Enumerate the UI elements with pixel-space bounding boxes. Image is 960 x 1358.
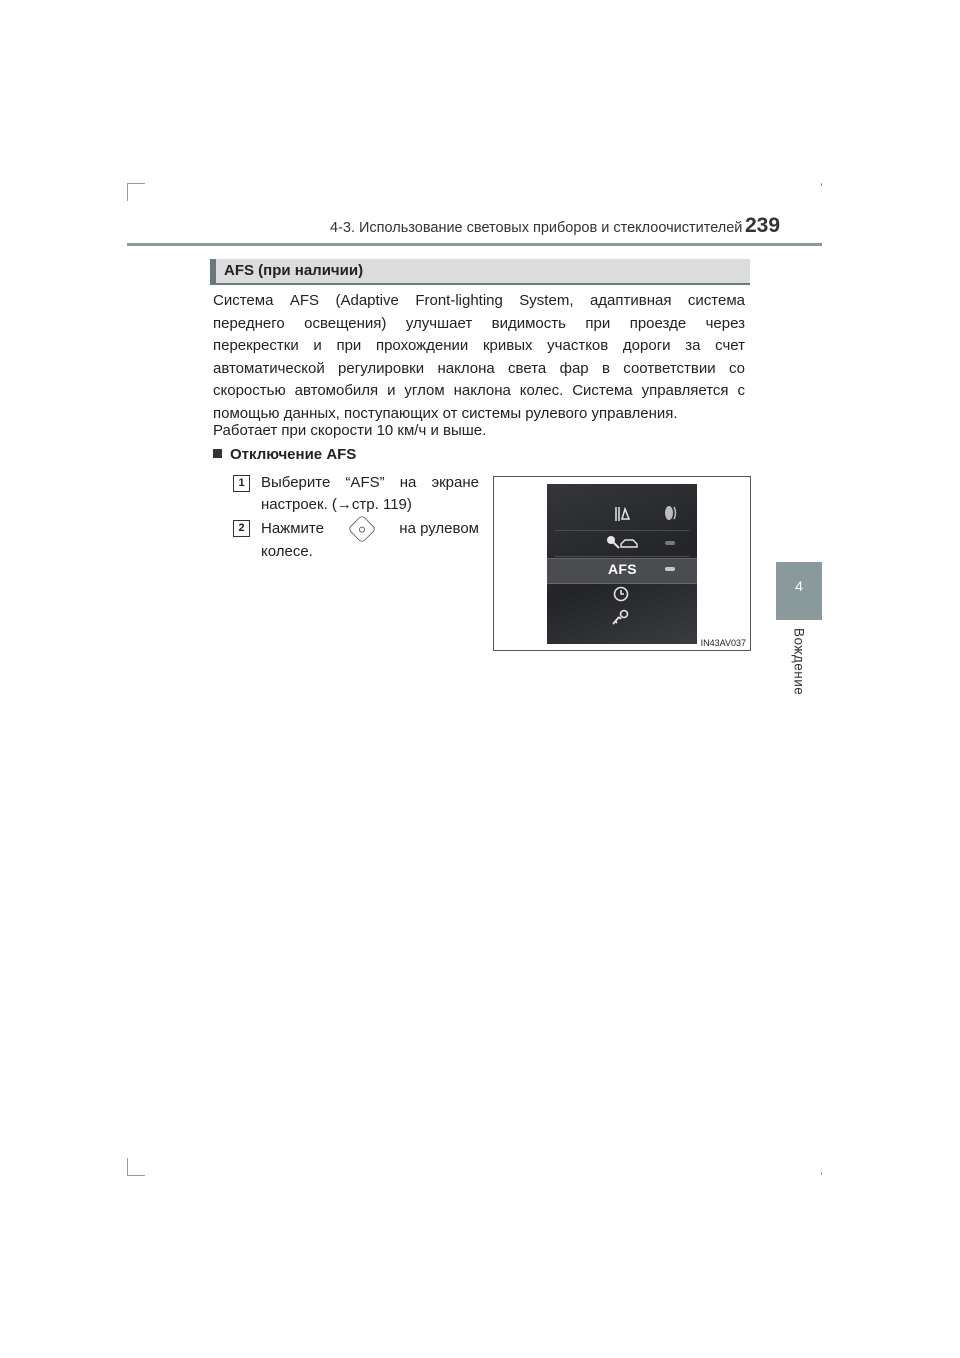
chapter-tab-label [776,628,822,708]
step-1-word: Выберите [261,474,331,491]
step-number-1: 1 [233,475,250,492]
paragraph-line: скоростью автомобиля и углом наклона колес. Система управляется с [213,382,745,399]
header-section-title: 4-3. Использование световых приборов и стеклоочистителей [330,220,743,236]
header-rule [127,243,822,246]
crop-mark-top-left-v [127,183,128,201]
crop-mark-bottom-left-v [127,1158,128,1176]
menu-divider [555,530,689,531]
paragraph-line: автоматической регулировки наклона света фар в соответствии со [213,359,745,377]
step-1-word: на [399,474,417,491]
step-1-word: экране [431,474,479,491]
intro-paragraph [213,290,745,425]
step-2-word: на рулевом [399,520,479,537]
subheading-text: Отключение AFS [230,446,357,463]
clock-icon [613,586,629,602]
paragraph-line: помощью данных, поступающих от системы рулевого управления. [213,404,678,422]
subheading [213,446,356,463]
step-2-text [261,517,479,563]
square-bullet-icon [213,449,222,458]
sound-indicator-icon [664,504,678,522]
crop-mark-bottom-left-h [127,1175,145,1176]
chapter-tab-number: 4 [795,578,803,594]
menu-divider [555,556,689,557]
display-figure [493,476,751,651]
toggle-off-indicator [665,541,675,545]
step-number-2: 2 [233,520,250,537]
steering-switch-icon [347,515,376,544]
step-1-text [261,472,479,516]
section-heading-bar [210,259,216,285]
settings-gear-icon [611,608,631,626]
paragraph-line: Система AFS (Adaptive Front-lighting System, адаптивная система [213,292,745,309]
multi-info-display [547,484,697,644]
crop-mark-bottom-right [821,1172,822,1175]
step-1-word: “AFS” [345,474,385,491]
step-2-word: Нажмите [261,520,324,537]
section-heading [210,259,750,285]
chapter-label-text: Вождение [791,628,807,696]
step-1-line2: настроек. (→стр. 119) [261,496,412,513]
paragraph-line: перекрестки и при прохождении кривых участков дороги за счет [213,337,745,354]
paragraph-line: переднего освещения) улучшает видимость при проезде через [213,314,745,332]
lane-assist-icon [613,505,631,523]
headlight-leveling-icon [605,534,639,550]
afs-label: AFS [608,561,637,577]
crop-mark-top-right [821,183,822,186]
image-code: IN43AV037 [700,638,746,648]
step-2-line2: колесе. [261,543,313,560]
toggle-on-indicator [665,567,675,571]
speed-note: Работает при скорости 10 км/ч и выше. [213,422,487,439]
crop-mark-top-left-h [127,183,145,184]
page-number: 239 [745,214,781,237]
section-heading-text: AFS (при наличии) [224,262,364,279]
